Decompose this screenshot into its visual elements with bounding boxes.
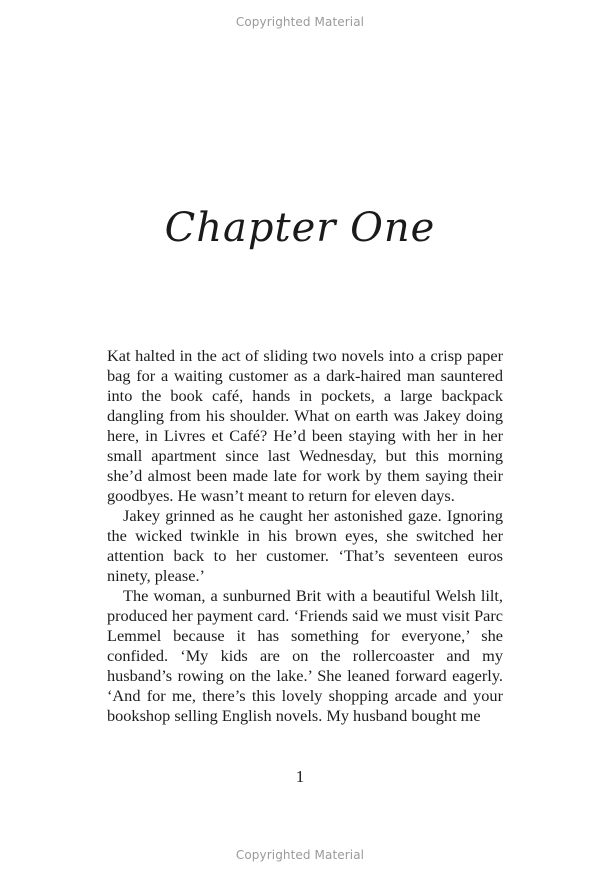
copyright-watermark-top: Copyrighted Material [235,15,365,29]
chapter-title: Chapter One [164,205,436,251]
paragraph-2: Jakey grinned as he caught her astonished gaze. Ignoring the wicked twinkle in his brown eyes, she switched her attention back to her customer. ‘That’s seventeen euros ninety, please.’ [107,506,503,585]
paragraph-3: The woman, a sunburned Brit with a beautiful Welsh lilt, produced her payment card. ‘Friends said we must visit Parc Lemmel because it has something for everyone,’ she confided. ‘My kids are on the rollercoaster and my husband’s rowing on the lake.’ She leaned forward eagerly. ‘And for me, there’s this lovely shopping arcade and your bookshop selling English novels. My husband bought me [107,586,503,725]
page-number: 1 [295,767,305,786]
paragraph-1: Kat halted in the act of sliding two novels into a crisp paper bag for a waiting customer as a dark-haired man sauntered into the book café, hands in pockets, a large backpack dangling from his shoulder. What on earth was Jakey doing here, in Livres et Café? He’d been staying with her in her small apartment since last Wednesday, but this morning she’d almost been made late for work by them saying their goodbyes. He wasn’t meant to return for eleven days. [107,346,503,505]
copyright-watermark-bottom: Copyrighted Material [235,848,365,862]
chapter-body [107,346,503,726]
